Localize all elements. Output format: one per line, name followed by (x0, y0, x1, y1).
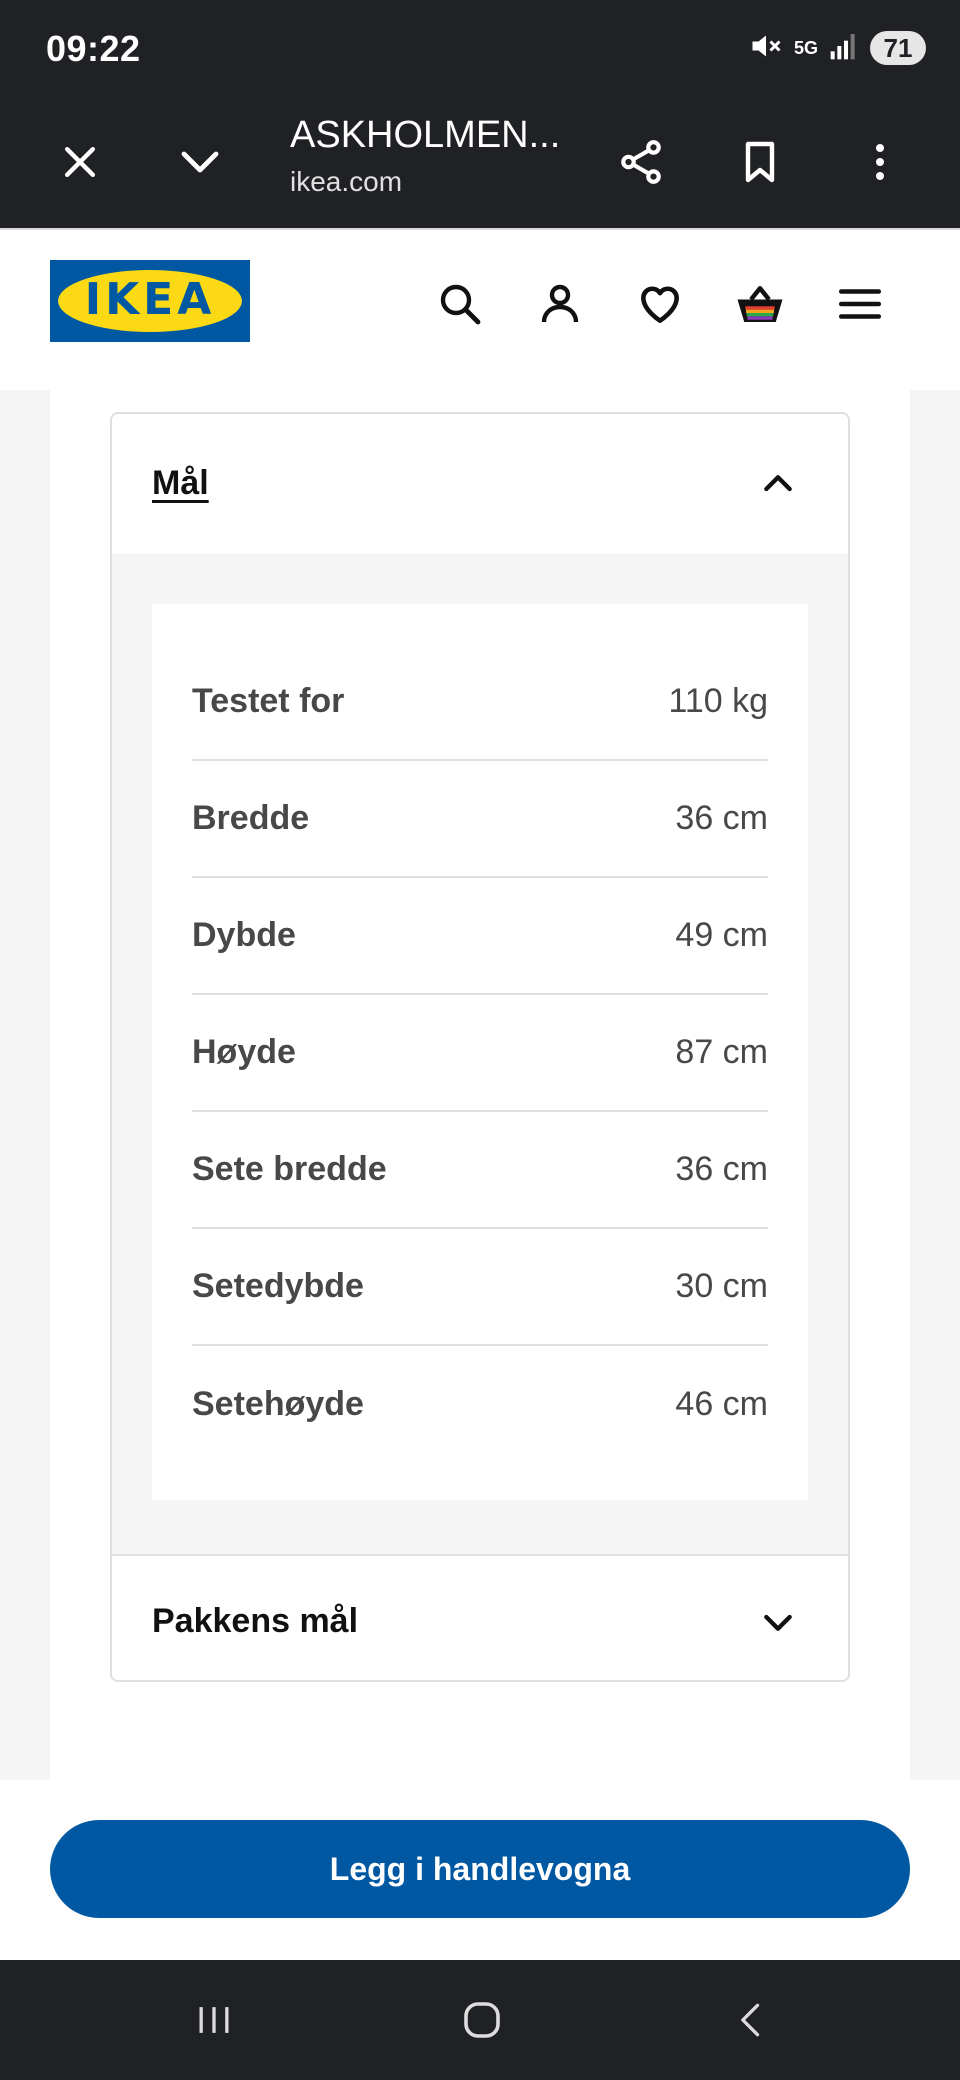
dimension-row (192, 995, 768, 1112)
dimensions-table (152, 604, 808, 1500)
dimension-row (192, 878, 768, 995)
heart-icon (635, 279, 685, 329)
favourites-button[interactable] (628, 272, 692, 336)
dimension-row (192, 604, 768, 761)
more-vert-icon (856, 138, 904, 186)
home-icon (458, 1996, 506, 2044)
dimensions-body (112, 554, 848, 1554)
mute-icon (748, 28, 784, 69)
dimension-row (192, 1229, 768, 1346)
dimension-label: Testet for (192, 682, 345, 720)
recent-apps-button[interactable] (174, 1990, 254, 2050)
dimension-value: 49 cm (675, 916, 768, 954)
status-time: 09:22 (46, 28, 141, 69)
system-navigation-bar (0, 1960, 960, 2080)
chevron-down-icon (176, 138, 224, 186)
site-header (0, 228, 960, 390)
share-icon (616, 137, 666, 187)
bookmark-icon (736, 138, 784, 186)
account-button[interactable] (528, 272, 592, 336)
shopping-basket-icon (733, 277, 787, 331)
more-options-button[interactable] (844, 126, 916, 198)
search-button[interactable] (428, 272, 492, 336)
chevron-down-icon (758, 1602, 798, 1642)
close-icon (58, 140, 102, 184)
cart-button[interactable] (728, 272, 792, 336)
bottom-action-bar (0, 1780, 960, 1960)
menu-button[interactable] (828, 272, 892, 336)
status-bar (0, 0, 960, 96)
dimensions-header[interactable] (112, 414, 848, 554)
dimension-label: Setedybde (192, 1267, 364, 1305)
dimension-row (192, 1346, 768, 1463)
recent-apps-icon (192, 1998, 236, 2042)
dimension-value: 36 cm (675, 799, 768, 837)
browser-toolbar (0, 96, 960, 228)
dimensions-accordion (110, 412, 850, 1682)
home-button[interactable] (442, 1990, 522, 2050)
user-icon (536, 280, 584, 328)
battery-indicator: 71 (870, 31, 926, 65)
dimension-label: Setehøyde (192, 1385, 364, 1423)
dimension-label: Dybde (192, 916, 296, 954)
network-type-icon: 5G (793, 37, 818, 58)
dimension-value: 110 kg (668, 682, 768, 720)
hamburger-menu-icon (835, 279, 885, 329)
minimize-tab-button[interactable] (164, 126, 236, 198)
ikea-logo[interactable] (50, 260, 250, 342)
page-url: ikea.com (290, 166, 403, 197)
back-icon (730, 1998, 774, 2042)
package-dimensions-title: Pakkens mål (152, 1602, 359, 1640)
close-tab-button[interactable] (44, 126, 116, 198)
share-button[interactable] (605, 126, 677, 198)
bookmark-button[interactable] (724, 126, 796, 198)
dimension-value: 46 cm (675, 1385, 768, 1423)
dimension-row (192, 761, 768, 878)
package-dimensions-header[interactable] (112, 1554, 848, 1682)
status-icons (748, 26, 926, 70)
back-button[interactable] (712, 1990, 792, 2050)
dimension-label: Høyde (192, 1033, 296, 1071)
signal-icon (828, 30, 860, 67)
add-to-cart-button[interactable]: Legg i handlevogna (50, 1820, 910, 1918)
logo-text: IKEA (84, 274, 216, 325)
dimension-value: 30 cm (675, 1267, 768, 1305)
dimensions-title: Mål (152, 464, 209, 502)
page-title: ASKHOLMEN... (290, 114, 561, 156)
dimension-label: Sete bredde (192, 1150, 387, 1188)
dimension-value: 36 cm (675, 1150, 768, 1188)
dimension-row (192, 1112, 768, 1229)
search-icon (436, 280, 484, 328)
dimension-label: Bredde (192, 799, 310, 837)
chevron-up-icon (758, 464, 798, 504)
dimension-value: 87 cm (675, 1033, 768, 1071)
